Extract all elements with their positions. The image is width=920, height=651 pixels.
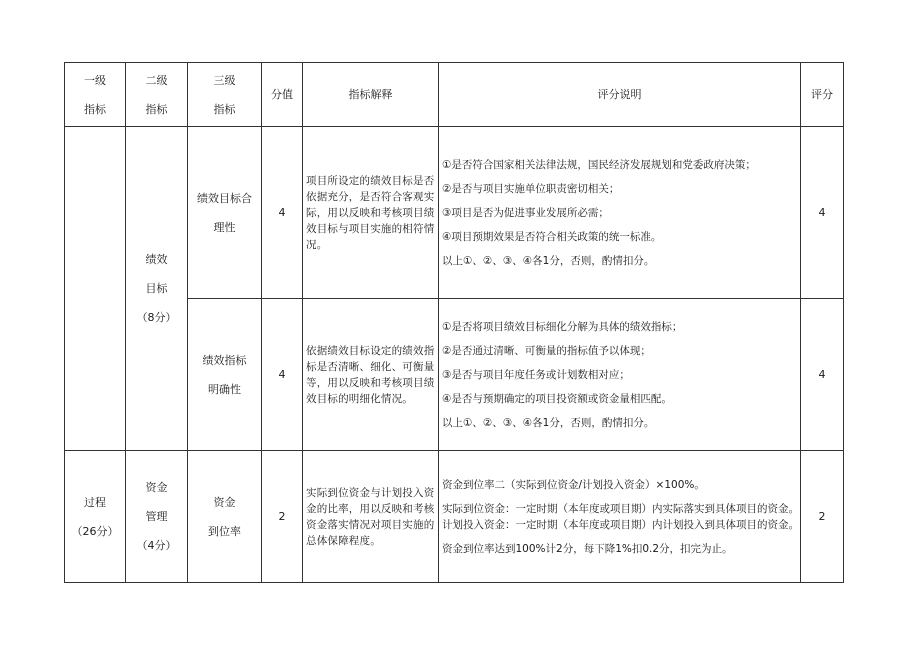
table-row	[65, 451, 844, 583]
header-score-value: 分值	[262, 63, 303, 127]
explanation-cell: 项目所设定的绩效目标是否依据充分，是否符合客观实际，用以反映和考核项目绩效目标与项目实施的相符情况。	[303, 127, 439, 299]
score-cell: 2	[801, 451, 844, 583]
score-value-cell: 4	[262, 299, 303, 451]
level1-cell-empty	[65, 127, 126, 451]
score-cell: 4	[801, 127, 844, 299]
level2-cell: 绩效 目标 （8分）	[126, 127, 188, 451]
header-level2: 二级 指标	[126, 63, 188, 127]
evaluation-sheet	[64, 62, 844, 583]
level3-cell: 资金 到位率	[188, 451, 262, 583]
header-explanation: 指标解释	[303, 63, 439, 127]
indicator-table	[64, 62, 844, 583]
header-row	[65, 63, 844, 127]
header-scoring-notes: 评分说明	[439, 63, 801, 127]
scoring-notes-cell: ①是否将项目绩效目标细化分解为具体的绩效指标； ②是否通过清晰、可衡量的指标值予以体现； ③是否与项目年度任务或计划数相对应； ④是否与预期确定的项目投资额或资金量相匹配。 以上①、②、③、④各1分，否则，酌情扣分。	[439, 299, 801, 451]
scoring-notes-cell: 资金到位率二（实际到位资金/计划投入资金）×100%。 实际到位资金：一定时期（本年度或项目期）内实际落实到具体项目的资金。计划投入资金：一定时期（本年度或项目期）内计划投入到具体项目的资金。 资金到位率达到100%计2分，每下降1%扣0.2分，扣完为止。	[439, 451, 801, 583]
scoring-notes-cell: ①是否符合国家相关法律法规，国民经济发展规划和党委政府决策； ②是否与项目实施单位职责密切相关； ③项目是否为促进事业发展所必需； ④项目预期效果是否符合相关政策的统一标准。 以上①、②、③、④各1分，否则，酌情扣分。	[439, 127, 801, 299]
table-row	[65, 127, 844, 299]
level3-cell: 绩效目标合 理性	[188, 127, 262, 299]
explanation-cell: 依据绩效目标设定的绩效指标是否清晰、细化、可衡量等，用以反映和考核项目绩效目标的明细化情况。	[303, 299, 439, 451]
score-value-cell: 2	[262, 451, 303, 583]
level2-cell: 资金 管理 （4分）	[126, 451, 188, 583]
header-level1: 一级 指标	[65, 63, 126, 127]
header-level3: 三级 指标	[188, 63, 262, 127]
score-cell: 4	[801, 299, 844, 451]
explanation-cell: 实际到位资金与计划投入资金的比率，用以反映和考核资金落实情况对项目实施的总体保障程度。	[303, 451, 439, 583]
level1-cell: 过程 （26分）	[65, 451, 126, 583]
level3-cell: 绩效指标 明确性	[188, 299, 262, 451]
header-score: 评分	[801, 63, 844, 127]
score-value-cell: 4	[262, 127, 303, 299]
